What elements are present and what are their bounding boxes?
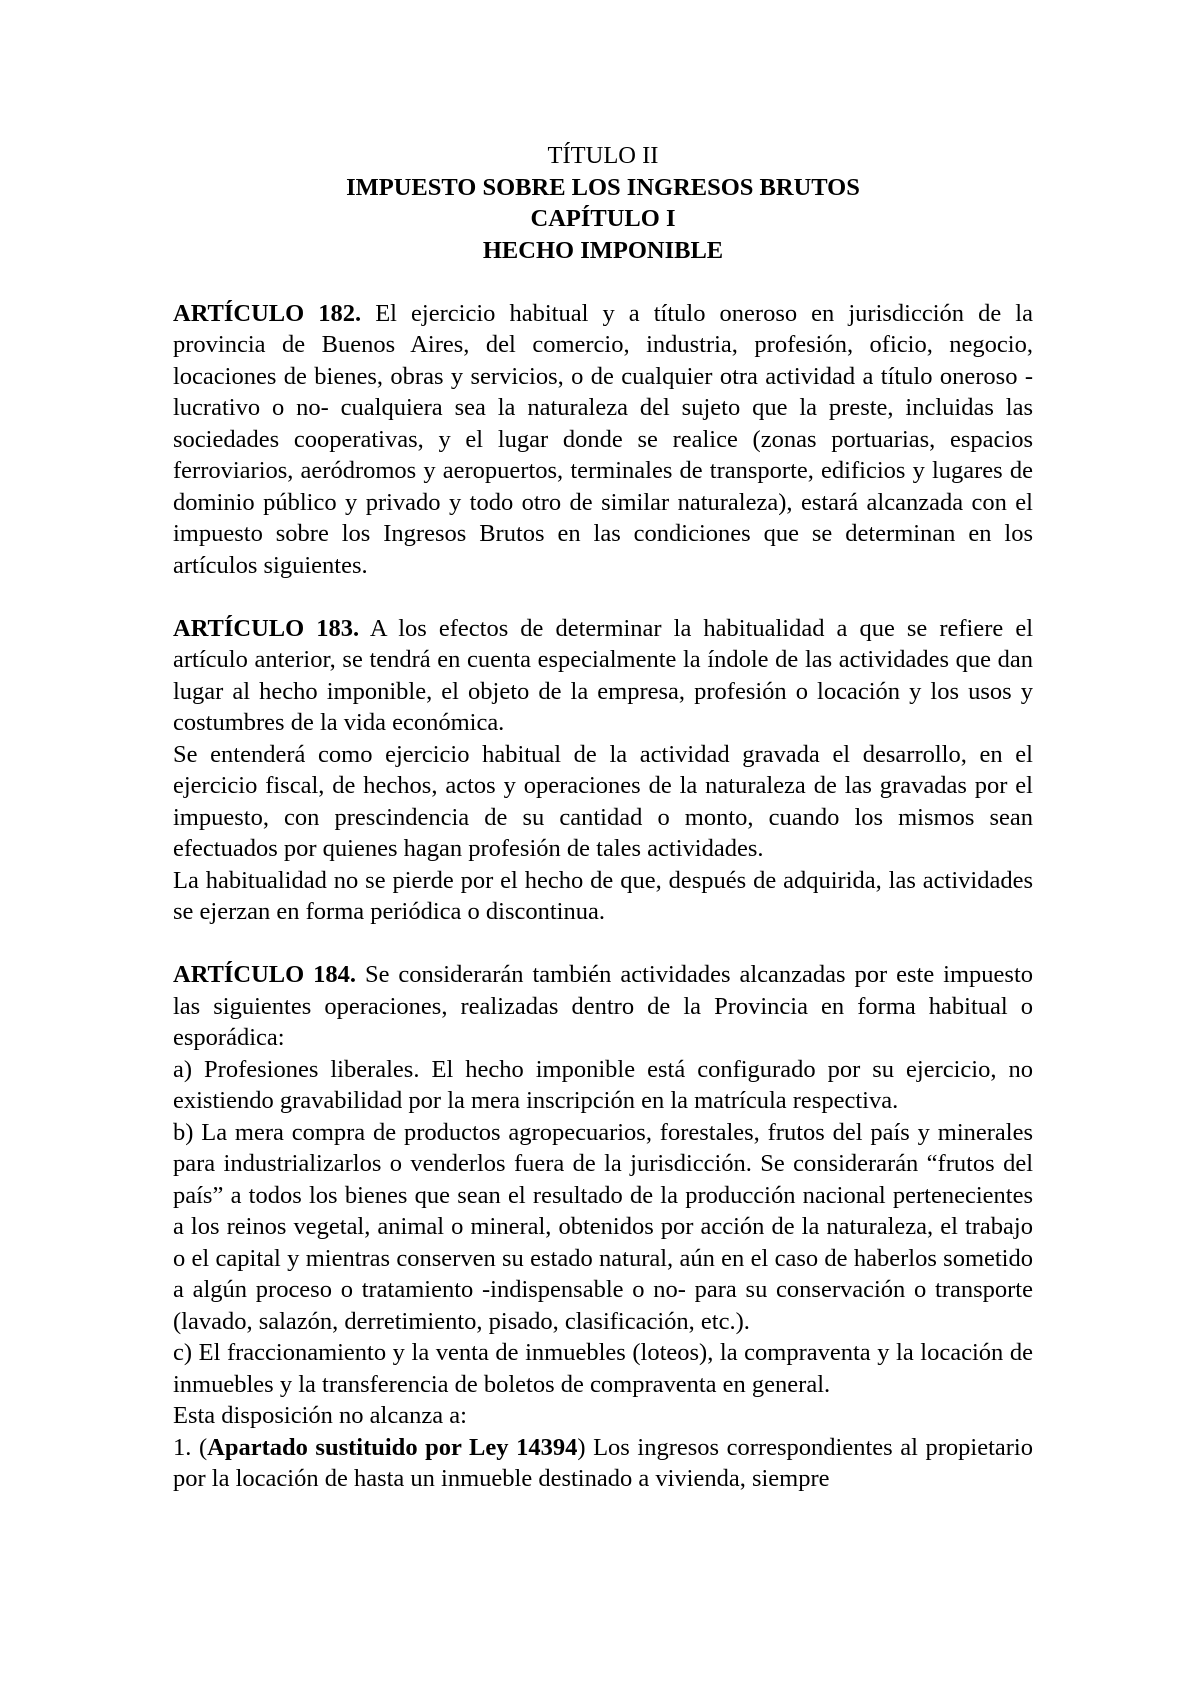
article-183-label: ARTÍCULO 183. (173, 614, 360, 642)
article-184 (173, 959, 1033, 1054)
article-184-text: Se considerarán también actividades alcanzadas por este impuesto las siguientes operaciones, realizadas dentro de la Provincia en forma habitual o esporádica: (173, 961, 1033, 1051)
spacer (173, 581, 1033, 613)
article-183-paragraph-2: Se entenderá como ejercicio habitual de la actividad gravada el desarrollo, en el ejercicio fiscal, de hechos, actos y operaciones de la naturaleza de las gravadas por el impuesto, con prescindencia de su cantidad o monto, cuando los mismos sean efectuados por quienes hagan profesión de tales actividades. (173, 740, 1033, 862)
article-184-label: ARTÍCULO 184. (173, 961, 357, 988)
item-1-amendment-note: Apartado sustituido por Ley 14394 (207, 1433, 578, 1461)
article-184-item-1 (173, 1432, 1033, 1495)
title-heading: TÍTULO II (547, 142, 659, 169)
item-1-text: ) Los ingresos correspondientes al propietario por la locación de hasta un inmueble destinado a vivienda, siempre (173, 1433, 1033, 1492)
article-183-text: A los efectos de determinar la habitualidad a que se refiere el artículo anterior, se tendrá en cuenta especialmente la índole de las actividades que dan lugar al hecho imponible, el objeto de la empresa, profesión o locación y los usos y costumbres de la vida económica. (173, 614, 1034, 736)
section-heading: HECHO IMPONIBLE (482, 236, 724, 264)
tax-heading: IMPUESTO SOBRE LOS INGRESOS BRUTOS (346, 173, 860, 201)
article-184-item-c: c) El fraccionamiento y la venta de inmuebles (loteos), la compraventa y la locación de inmuebles y la transferencia de boletos de compraventa en general. (173, 1339, 1033, 1398)
article-182 (173, 298, 1033, 582)
article-182-label: ARTÍCULO 182. (173, 299, 362, 327)
item-1-prefix: 1. ( (173, 1433, 208, 1461)
article-184-item-b: b) La mera compra de productos agropecuarios, forestales, frutos del país y minerales para industrializarlos o venderlos fuera de la jurisdicción. Se considerarán “frutos del país” a todos los bienes que sean el resultado de la producción nacional pertenecientes a los reinos vegetal, animal o mineral, obtenidos por acción de la naturaleza, el trabajo o el capital y mientras conserven su estado natural, aún en el caso de haberlos sometido a algún proceso o tratamiento -indispensable o no- para su conservación o transporte (lavado, salazón, derretimiento, pisado, clasificación, etc.). (173, 1118, 1033, 1335)
article-183 (173, 613, 1033, 739)
spacer (173, 928, 1033, 960)
article-184-disposition: Esta disposición no alcanza a: (173, 1402, 467, 1429)
article-184-item-a: a) Profesiones liberales. El hecho imponible está configurado por su ejercicio, no existiendo gravabilidad por la mera inscripción en la matrícula respectiva. (173, 1055, 1033, 1114)
article-182-text: El ejercicio habitual y a título oneroso en jurisdicción de la provincia de Buenos Aires, del comercio, industria, profesión, oficio, negocio, locaciones de bienes, obras y servicios, o de cualquier otra actividad a título oneroso -lucrativo o no- cualquiera sea la naturaleza del sujeto que la preste, incluidas las sociedades cooperativas, y el lugar donde se realice (zonas portuarias, espacios ferroviarios, aeródromos y aeropuertos, terminales de transporte, edificios y lugares de dominio público y privado y todo otro de similar naturaleza), estará alcanzada con el impuesto sobre los Ingresos Brutos en las condiciones que se determinan en los artículos siguientes. (173, 299, 1033, 579)
article-183-paragraph-3: La habitualidad no se pierde por el hecho de que, después de adquirida, las actividades se ejerzan en forma periódica o discontinua. (173, 866, 1033, 925)
spacer (173, 266, 1033, 298)
document-page (173, 140, 1033, 1495)
chapter-heading: CAPÍTULO I (530, 205, 676, 232)
